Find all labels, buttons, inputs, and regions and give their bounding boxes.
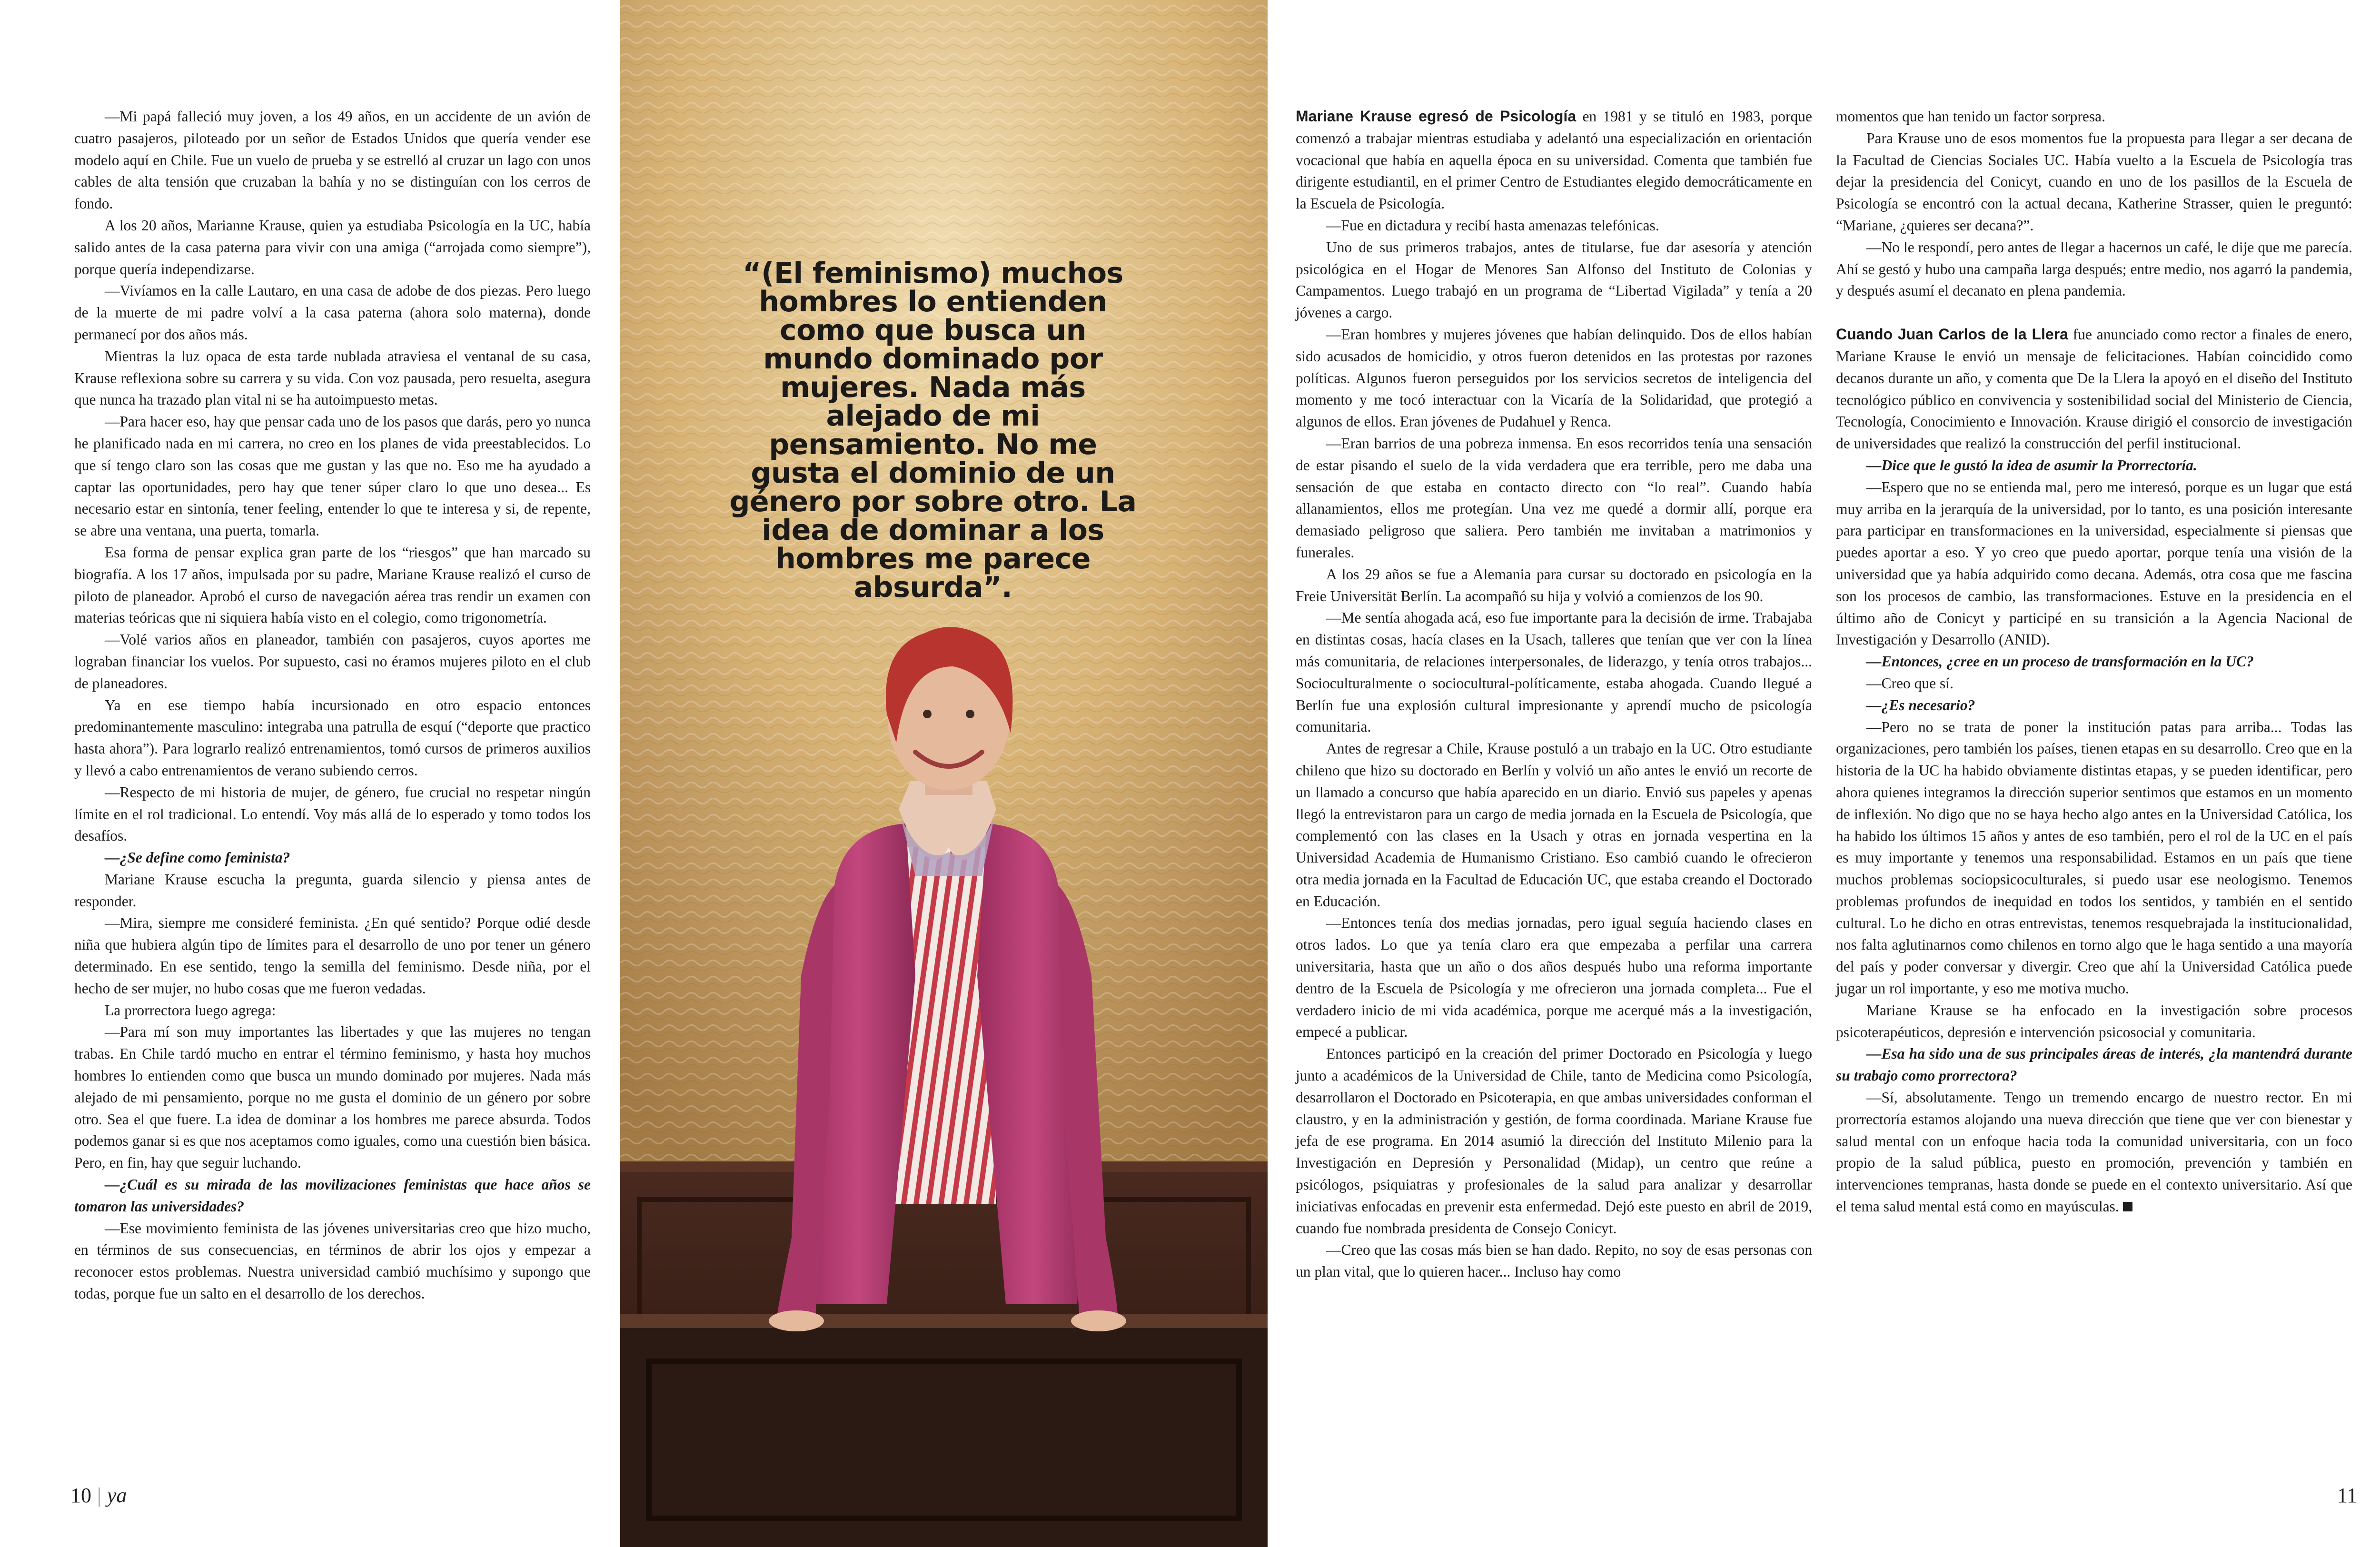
article-column-right (1836, 106, 2352, 1218)
paragraph (1836, 716, 2352, 1000)
paragraph (74, 280, 591, 345)
paragraph-text: Mientras la luz opaca de esta tarde nublada atraviesa el ventanal de su casa, Krause reflexiona sobre su carrera y su vida. Con voz pausada, pero resuelta, asegura que nunca ha trazado plan vital ni se ha autoimpuesto metas. (74, 347, 591, 408)
paragraph-text: —Espero que no se entienda mal, pero me interesó, porque es un lugar que está muy arriba en la jerarquía de la universidad, por lo tanto, es una posición interesante para participar en transformaciones en la universidad, especialmente si piensas que puedes aportar a eso. Y yo creo que puedo aportar, porque tenía una visión de la universidad que ya había adquirido como decana. Además, otra cosa que me fascina son los procesos de cambio, las transformaciones. Estuve en la presidencia en el último año de Conicyt y participé en su transición a la Agencia Nacional de Investigación y Desarrollo (ANID). (1836, 478, 2352, 648)
article-column-middle (1296, 106, 1812, 1283)
interview-question (74, 847, 591, 869)
paragraph (1296, 215, 1812, 237)
paragraph-text: A los 20 años, Marianne Krause, quien ya estudiaba Psicología en la UC, había salido antes de la casa paterna para vivir con una amiga (“arrojada como siempre”), porque quería independizarse. (74, 217, 591, 278)
paragraph-text: —Eran barrios de una pobreza inmensa. En esos recorridos tenía una sensación de estar pisando el suelo de la vida verdadera que era terrible, pero me daba una sensación de que estaba en contacto directo con “lo real”. Cuando había allanamientos, ellos me protegían. Una vez me quedé a dormir allí, porque era demasiado peligroso que saliera. Pero también me invitaban a matrimonios y funerales. (1296, 435, 1812, 561)
pull-quote: “(El feminismo) muchos hombres lo entienden como que busca un mundo dominado por mujeres. Nada más alejado de mi pensamiento. No me gusta el dominio de un género por sobre otro. La idea de dominar a los hombres me parece absurda”. (729, 257, 1137, 604)
paragraph (74, 411, 591, 542)
paragraph-text: —¿Es necesario? (1866, 696, 1975, 714)
paragraph (74, 912, 591, 999)
paragraph (1836, 128, 2352, 237)
paragraph-text: Mariane Krause se ha enfocado en la investigación sobre procesos psicoterapéuticos, depresión e intervención psicosocial y comunitaria. (1836, 1002, 2352, 1041)
paragraph-text: Ya en ese tiempo había incursionado en otro espacio entonces predominantemente masculino: integraba una patrulla de esquí (“deporte que practico hasta ahora”). Para lograrlo realizó entrenamientos, tomó cursos de primeros auxilios y llevó a cabo entrenamientos de verano subiendo cerros. (74, 696, 591, 779)
paragraph-text: La prorrectora luego agrega: (105, 1002, 276, 1019)
interview-question (1836, 651, 2352, 673)
page-number-right: 11 (2337, 1484, 2358, 1507)
paragraph (74, 542, 591, 629)
paragraph-text: —Eran hombres y mujeres jóvenes que habían delinquido. Dos de ellos habían sido acusados de homicidio, y otros fueron detenidos en las protestas por razones políticas. Algunos fueron perseguidos por los servicios secretos de inteligencia del momento y me tocó interactuar con la Vicaría de la Solidaridad, que protegió a algunos de ellos. Eran jóvenes de Pudahuel y Renca. (1296, 326, 1812, 430)
paragraph (1836, 1087, 2352, 1218)
interview-question (1836, 694, 2352, 716)
wood-paneling (620, 1161, 1268, 1547)
paragraph (1296, 912, 1812, 1043)
portrait-photo (620, 0, 1268, 1547)
paragraph (1836, 106, 2352, 128)
page-folio-left (70, 1483, 127, 1507)
paragraph (74, 1000, 591, 1021)
paragraph-text: —Volé varios años en planeador, también con pasajeros, cuyos aportes me lograban financiar los vuelos. Por supuesto, casi no éramos mujeres piloto en el club de planeadores. (74, 631, 591, 692)
end-of-article-mark (2123, 1202, 2132, 1211)
paragraph (74, 869, 591, 912)
paragraph-text: —Mi papá falleció muy joven, a los 49 años, en un accidente de un avión de cuatro pasajeros, piloteado por un señor de Estados Unidos que quería vender ese modelo aquí en Chile. Fue un vuelo de prueba y se estrelló al cruzar un lago con unos cables de alta tensión que cruzaban la bahía y no se distinguían con los cerros de fondo. (74, 108, 591, 212)
interview-question (1836, 1043, 2352, 1087)
paragraph-text: —Sí, absolutamente. Tengo un tremendo encargo de nuestro rector. En mi prorrectoría estamos alojando una nueva dirección que tiene que ver con bienestar y salud mental con un enfoque hacia toda la comunidad universitaria, con un foco propio de la salud pública, puesto en promoción, prevención y también en intervenciones tempranas, hasta donde se puede en el contexto universitario. Así que el tema salud mental está como en mayúsculas. (1836, 1089, 2352, 1215)
paragraph-text: —Esa ha sido una de sus principales áreas de interés, ¿la mantendrá durante su trabajo como prorrectora? (1836, 1045, 2352, 1084)
paragraph-text: —Dice que le gustó la idea de asumir la Prorrectoría. (1866, 456, 2197, 474)
paragraph-text: —Respecto de mi historia de mujer, de género, fue crucial no respetar ningún límite en el rol tradicional. Lo entendí. Voy más allá de lo esperado y tomo todos los desafíos. (74, 783, 591, 844)
paragraph (74, 215, 591, 280)
folio-separator: | (97, 1484, 101, 1507)
paragraph-text: —No le respondí, pero antes de llegar a hacernos un café, le dije que me parecía. Ahí se gestó y hubo una campaña larga después; entre medio, nos agarró la pandemia, y después asumí el decanato en plena pandemia. (1836, 238, 2352, 299)
paragraph (1296, 564, 1812, 607)
paragraph (1296, 106, 1812, 215)
paragraph-text: —Para mí son muy importantes las libertades y que las mujeres no tengan trabas. En Chile tardó mucho en entrar el término feminismo, y hasta hoy muchos hombres lo entienden como que busca un mundo dominado por mujeres. Nada más alejado de mi pensamiento, porque no me gusta el dominio de un género por sobre otro. Sea el que fuere. La idea de dominar a los hombres me parece absurda. Todos podemos ganar si es que nos aceptamos como iguales, como una cuestión bien básica. Pero, en fin, hay que seguir luchando. (74, 1023, 591, 1171)
paragraph (74, 1218, 591, 1305)
paragraph-text: —Vivíamos en la calle Lautaro, en una casa de adobe de dos piezas. Pero luego de la muerte de mi padre volví a la casa paterna (ahora solo materna), donde permanecí por dos años más. (74, 282, 591, 343)
paragraph (1836, 324, 2352, 455)
paragraph (74, 782, 591, 847)
paragraph (74, 106, 591, 215)
interview-question (74, 1174, 591, 1218)
paragraph (74, 1021, 591, 1174)
paragraph-text: Mariane Krause escucha la pregunta, guarda silencio y piensa antes de responder. (74, 871, 591, 910)
paragraph (1836, 237, 2352, 302)
paragraph (74, 694, 591, 782)
paragraph-text: —Entonces, ¿cree en un proceso de transformación en la UC? (1866, 653, 2254, 670)
paragraph-text: —Pero no se trata de poner la institución patas para arriba... Todas las organizaciones, pero también los países, tienen etapas en su desarrollo. Creo que en la historia de la UC ha habido obviamente distintas etapas, y se pueden identificar, pero ahora quienes integramos la dirección superior sentimos que estamos en un momento de inflexión. No digo que no se haya hecho algo antes en la Universidad Católica, los ha habido los últimos 15 años y antes de eso también, pero el rol de la UC en el país es muy importante y tenemos una responsabilidad. Estamos en un país que tiene muchos problemas sociopsicoculturales, si puedo usar ese neologismo. Tenemos problemas profundos de inequidad en todos los sentidos, y también en el sentido cultural. Lo he dicho en otras entrevistas, tenemos resquebrajada la institucionalidad, nos falta aglutinarnos como chilenos en torno algo que le haga sentido a una mayoría del país y poder conversar y divergir. Creo que ahí la Universidad Católica puede jugar un rol importante, y eso me motiva mucho. (1836, 718, 2352, 997)
paragraph (1296, 324, 1812, 433)
paragraph-text: Para Krause uno de esos momentos fue la propuesta para llegar a ser decana de la Facultad de Ciencias Sociales UC. Había vuelto a la Escuela de Psicología tras dejar la presidencia del Conicyt, cuando en uno de los pasillos de la Escuela de Psicología se encontró con la actual decana, Katherine Strasser, quien le preguntó: “Mariane, ¿quieres ser decana?”. (1836, 129, 2352, 234)
section-lead-in: Mariane Krause egresó de Psicología (1296, 108, 1577, 125)
paragraph-text: Uno de sus primeros trabajos, antes de titularse, fue dar asesoría y atención psicológica en el Hogar de Menores San Alfonso del Instituto de Colonias y Campamentos. Luego trabajó en un programa de “Libertad Vigilada” y tenía a 20 jóvenes a cargo. (1296, 238, 1812, 321)
paragraph-text: —Creo que las cosas más bien se han dado. Repito, no soy de esas personas con un plan vital, que lo quieren hacer... Incluso hay como (1296, 1241, 1812, 1280)
paragraph-text: Antes de regresar a Chile, Krause postuló a un trabajo en la UC. Otro estudiante chileno que hizo su doctorado en Berlín y volvió un año antes le envió un recorte de un llamado a concurso que había aparecido en un diario. Envió sus papeles y apenas llegó la entrevistaron para un cargo de media jornada en la Escuela de Psicología, que complementó con las clases en la Usach y otras en jornada vespertina en la Universidad Academia de Humanismo Cristiano. Eso cambió cuando le ofrecieron otra media jornada en la Facultad de Educación UC, que estaba creando el Doctorado en Educación. (1296, 740, 1812, 910)
paragraph-text: —Ese movimiento feminista de las jóvenes universitarias creo que hizo mucho, en términos de sus consecuencias, en términos de abrir los ojos y empezar a reconocer estos problemas. Nuestra universidad cambió muchísimo y supongo que todas, porque fue un salto en el desarrollo de los derechos. (74, 1220, 591, 1302)
paragraph-text: —¿Cuál es su mirada de las movilizaciones feministas que hace años se tomaron las universidades? (74, 1176, 591, 1215)
paragraph-text: A los 29 años se fue a Alemania para cursar su doctorado en psicología en la Freie Universität Berlín. La acompañó su hija y volvió a comienzos de los 90. (1296, 565, 1812, 605)
paragraph (1836, 476, 2352, 651)
paragraph (1836, 673, 2352, 694)
section-lead-in: Cuando Juan Carlos de la Llera (1836, 326, 2068, 343)
paragraph (1296, 738, 1812, 912)
paragraph-text: Esa forma de pensar explica gran parte de los “riesgos” que han marcado su biografía. A los 17 años, impulsada por su padre, Mariane Krause realizó el curso de piloto de planeador. Aprobó el curso de navegación aérea tras rendir un examen con materias teóricas que ni siquiera había visto en el colegio, como trigonometría. (74, 544, 591, 626)
paragraph (1296, 1043, 1812, 1239)
paragraph (74, 629, 591, 694)
paragraph (1836, 1000, 2352, 1043)
paragraph-text: —¿Se define como feminista? (105, 849, 290, 866)
paragraph (1296, 237, 1812, 324)
paragraph-text: Entonces participó en la creación del primer Doctorado en Psicología y luego junto a académicos de la Universidad de Chile, tanto de Medicina como Psicología, desarrollaron el Doctorado en Psicoterapia, en que ambas universidades conforman el claustro, y en la administración y gestión, de forma coordinada. Mariane Krause fue jefa de ese programa. En 2014 asumió la dirección del Instituto Milenio para la Investigación en Depresión y Personalidad (Midap), un centro que reúne a psicólogos, psiquiatras y profesionales de la salud para analizar y desarrollar iniciativas enfocadas en prevenir esta enfermedad. Dejó este puesto en abril de 2019, cuando fue nombrada presidenta de Consejo Conicyt. (1296, 1045, 1812, 1237)
paragraph-text: fue anunciado como rector a finales de enero, Mariane Krause le envió un mensaje de felicitaciones. Habían coincidido como decanos durante un año, y comenta que De la Llera la apoyó en el diseño del Instituto tecnológico público en convivencia y sostenibilidad social del Ministerio de Ciencia, Tecnología, Conocimiento e Innovación. Krause dirigió el consorcio de investigación de universidades que realizó la construcción del perfil institucional. (1836, 326, 2352, 452)
paragraph (1296, 433, 1812, 564)
paragraph-text: —Fue en dictadura y recibí hasta amenazas telefónicas. (1326, 217, 1659, 234)
paragraph-text: momentos que han tenido un factor sorpresa. (1836, 108, 2105, 125)
paragraph (1296, 607, 1812, 738)
paragraph (1296, 1239, 1812, 1283)
paragraph-text: —Entonces tenía dos medias jornadas, pero igual seguía haciendo clases en otros lados. Lo que ya tenía claro era que empezaba a perfilar una carrera universitaria, hasta que un año o dos años después hubo una reforma importante dentro de la Escuela de Psicología y me ofrecieron una jornada completa... Fue el verdadero inicio de mi vida académica, porque me acerqué más a la investigación, empecé a publicar. (1296, 914, 1812, 1041)
paragraph (74, 346, 591, 411)
paragraph-text: en 1981 y se tituló en 1983, porque comenzó a trabajar mientras estudiaba y adelantó una especialización en orientación vocacional que había en aquella época en su universidad. Comenta que también fue dirigente estudiantil, en el primer Centro de Estudiantes elegido democráticamente en la Escuela de Psicología. (1296, 108, 1813, 212)
paragraph-text: —Me sentía ahogada acá, eso fue importante para la decisión de irme. Trabajaba en distintas cosas, hacía clases en la Usach, talleres que tenían que ver con la línea más comunitaria, de relaciones interpersonales, de liderazgo, y tenía otros trabajos... Socioculturalmente o sociocultural-políticamente, estaba ahogada. Cuando llegué a Berlín fue una explosión cultural impresionante y aprendí mucho de psicología comunitaria. (1296, 609, 1812, 735)
article-column-left (74, 106, 591, 1305)
magazine-logo: ya (107, 1484, 127, 1507)
paragraph-text: —Creo que sí. (1866, 674, 1954, 692)
paragraph-text: —Mira, siempre me consideré feminista. ¿En qué sentido? Porque odié desde niña que hubiera algún tipo de límites para el desarrollo de uno por tener un género determinado. En ese sentido, tengo la semilla del feminismo. Desde niña, por el hecho de ser mujer, no hubo cosas que me fueron vedadas. (74, 914, 591, 997)
paragraph-text: —Para hacer eso, hay que pensar cada uno de los pasos que darás, pero yo nunca he planificado nada en mi carrera, no creo en los planes de vida preestablecidos. Lo que sí tengo claro son las cosas que me gustan y las que no. Eso me ha ayudado a captar las oportunidades, pero hay que tener súper claro lo que uno desea... Es necesario estar en sintonía, tener feeling, entender lo que te interesa y si, de repente, se abre una ventana, una puerta, tomarla. (74, 413, 591, 539)
page-number-left: 10 (70, 1484, 91, 1507)
interview-question (1836, 455, 2352, 476)
